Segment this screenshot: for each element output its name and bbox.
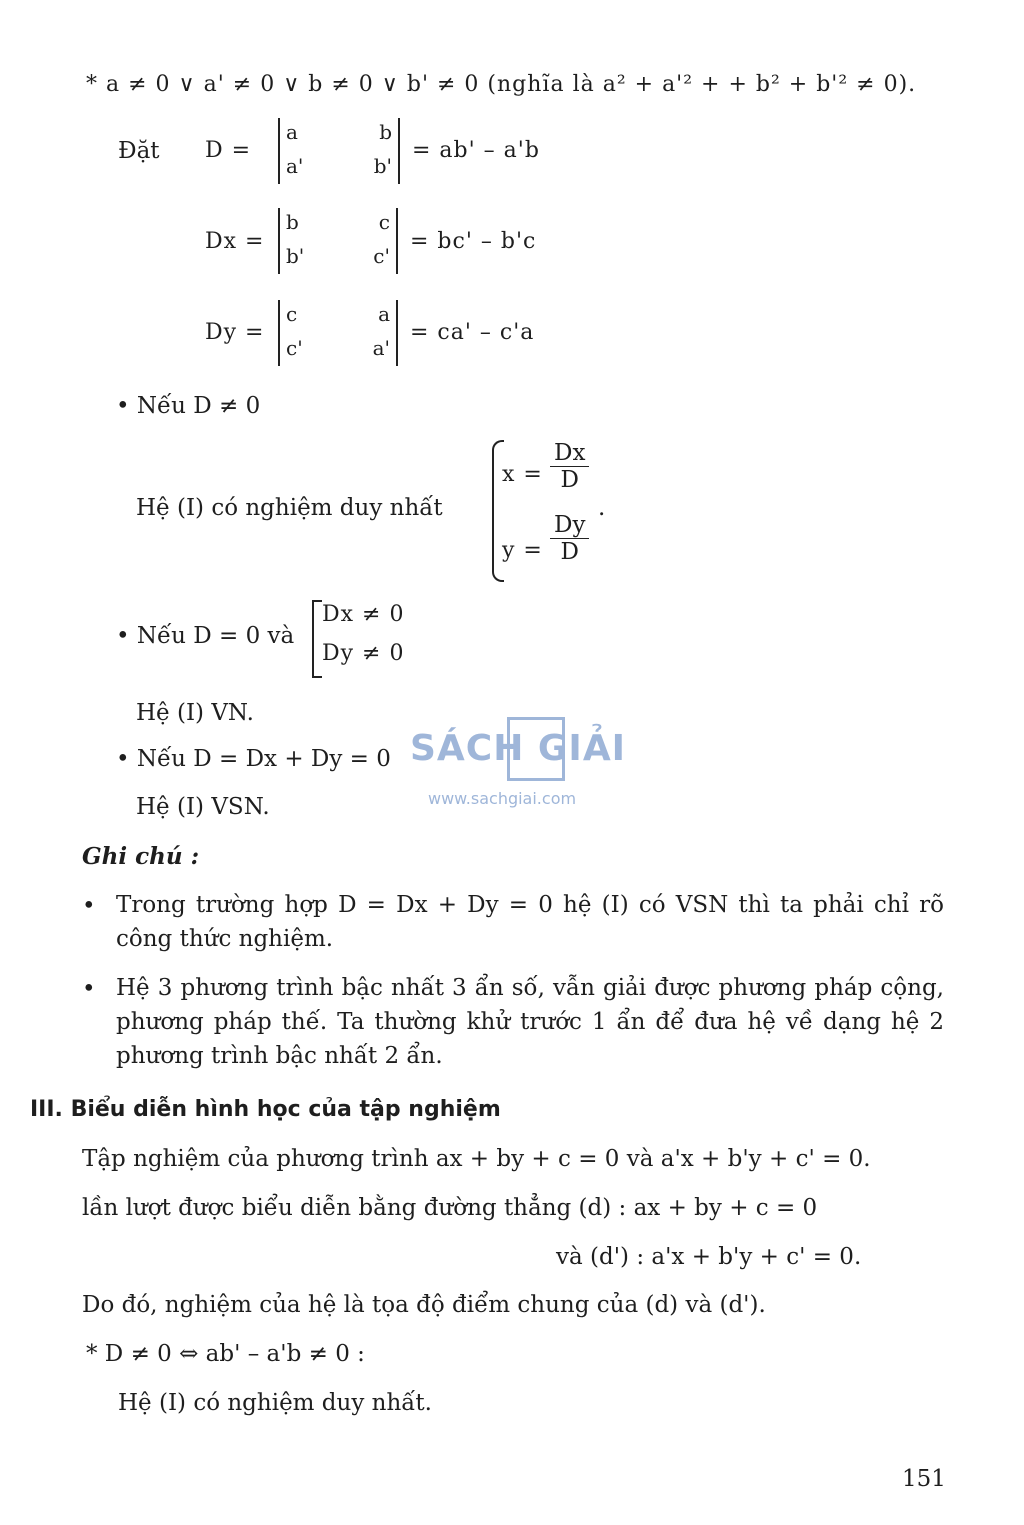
case2-label: • Nếu D = 0 và [116,623,295,649]
d-br: b' [373,154,392,178]
y-fraction [550,512,589,565]
geo-line-1: Tập nghiệm của phương trình ax + by + c = 0 và a'x + b'y + c' = 0. [82,1146,871,1172]
dx-determinant [278,208,398,274]
x-eq: x = [502,462,543,487]
dy-determinant [278,300,398,366]
d-determinant [278,118,400,184]
dx-bl: b' [286,244,305,268]
x-fraction [550,440,589,493]
note-bullet-1: • [82,893,96,919]
case3-label: • Nếu D = Dx + Dy = 0 [116,746,391,772]
dat-label: Đặt [118,138,160,164]
x-numerator: Dx [550,440,589,467]
geo-line-6: Hệ (I) có nghiệm duy nhất. [118,1390,432,1416]
dy-tl: c [286,302,298,326]
note-title: Ghi chú : [82,843,200,870]
d-tr: b [379,120,392,144]
d-rhs: = ab' – a'b [412,138,540,163]
case2-bracket [312,600,322,678]
case2-line2: Dy ≠ 0 [322,641,405,666]
case1-label: • Nếu D ≠ 0 [116,393,261,419]
y-eq: y = [502,538,543,563]
note-bullet-2: • [82,976,96,1002]
note-2: Hệ 3 phương trình bậc nhất 3 ẩn số, vẫn giải được phương pháp cộng, phương pháp thế. Ta thường khử trước 1 ẩn để đưa hệ về dạng hệ 2 phương trình bậc nhất 2 ẩn. [116,975,944,1069]
dx-rhs: = bc' – b'c [410,229,537,254]
geo-line-5: * D ≠ 0 ⇔ ab' – a'b ≠ 0 : [86,1341,365,1367]
dy-br: a' [372,336,390,360]
watermark-url: www.sachgiai.com [428,789,577,808]
page-number: 151 [902,1466,946,1492]
case3-result: Hệ (I) VSN. [136,794,270,820]
dx-br: c' [373,244,390,268]
case2-line1: Dx ≠ 0 [322,602,405,627]
dx-tl: b [286,210,299,234]
x-denominator: D [560,467,579,493]
geo-line-4: Do đó, nghiệm của hệ là tọa độ điểm chung của (d) và (d'). [82,1292,766,1318]
note-1: Trong trường hợp D = Dx + Dy = 0 hệ (I) có VSN thì ta phải chỉ rõ công thức nghiệm. [116,892,944,952]
d-bl: a' [286,154,304,178]
condition-line: * a ≠ 0 ∨ a' ≠ 0 ∨ b ≠ 0 ∨ b' ≠ 0 (nghĩa là a² + a'² + + b² + b'² ≠ 0). [86,72,917,97]
y-numerator: Dy [550,512,589,539]
dy-bl: c' [286,336,303,360]
geo-line-2: lần lượt được biểu diễn bằng đường thẳng (d) : ax + by + c = 0 [82,1195,818,1221]
d-tl: a [286,120,298,144]
d-lhs: D = [205,138,252,163]
dy-lhs: Dy = [205,320,265,345]
dy-tr: a [378,302,390,326]
case1-text: Hệ (I) có nghiệm duy nhất [136,495,443,521]
section-heading: III. Biểu diễn hình học của tập nghiệm [30,1097,501,1122]
y-denominator: D [560,539,579,565]
dx-tr: c [378,210,390,234]
dy-rhs: = ca' – c'a [410,320,535,345]
fraction-dot: . [598,495,606,521]
case2-result: Hệ (I) VN. [136,700,254,726]
dx-lhs: Dx = [205,229,265,254]
geo-line-3: và (d') : a'x + b'y + c' = 0. [556,1244,862,1270]
watermark-logo: SÁCH GIẢI [410,728,627,769]
